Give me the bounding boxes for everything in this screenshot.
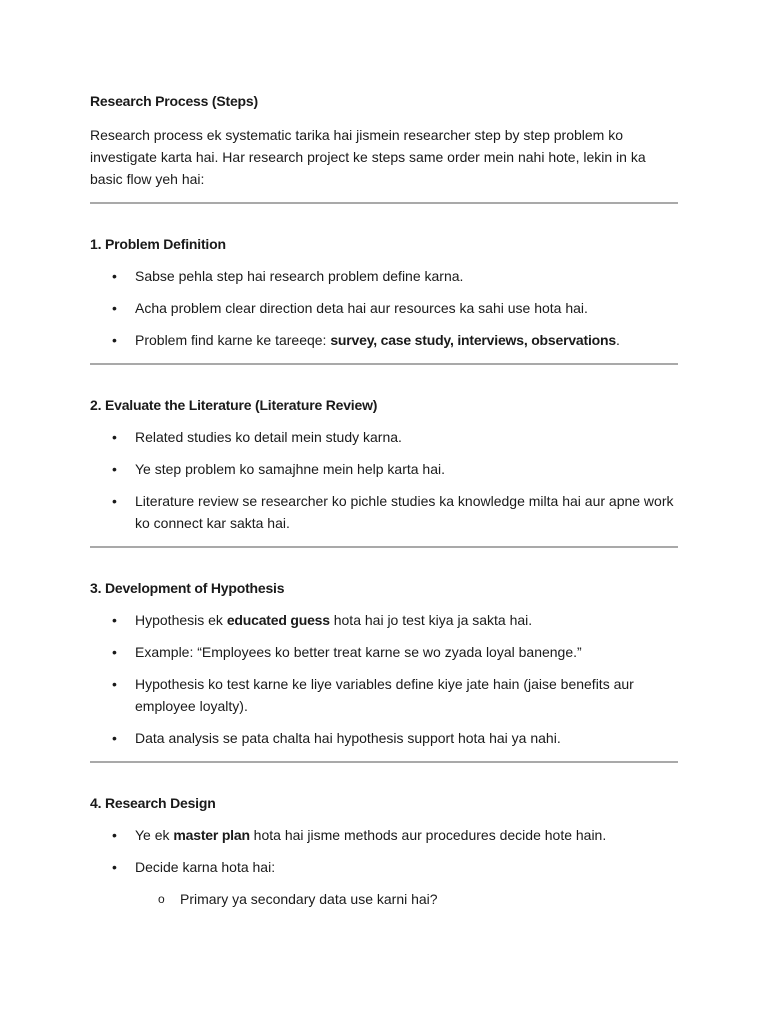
list-item: • Acha problem clear direction deta hai aur resources ka sahi use hota hai. (90, 297, 678, 319)
sub-list-item: o Primary ya secondary data use karni hai? (135, 888, 678, 910)
list-item: • Problem find karne ke tareeqe: survey, case study, interviews, observations. (90, 329, 678, 351)
divider (90, 363, 678, 365)
list-item: • Hypothesis ko test karne ke liye variables define kiye jate hain (jaise benefits aur employee loyalty). (90, 673, 678, 717)
bold-text: survey, case study, interviews, observations (330, 332, 616, 348)
bold-text: educated guess (226, 612, 330, 628)
circle-bullet-icon: o (158, 892, 165, 906)
bullet-icon: • (112, 461, 117, 477)
divider (90, 546, 678, 548)
bullet-icon: • (112, 332, 117, 348)
bold-text: master plan (173, 827, 250, 843)
section-heading-hypothesis: 3. Development of Hypothesis (90, 580, 285, 596)
list-item: • Decide karna hota hai: o Primary ya secondary data use karni hai? (90, 856, 678, 910)
bullet-icon: • (112, 268, 117, 284)
intro-paragraph: Research process ek systematic tarika hai jismein researcher step by step problem ko investigate karta hai. Har research project ke steps same order mein nahi hote, lekin in ka basic flow yeh hai: (90, 127, 646, 187)
list-item: • Hypothesis ek educated guess hota hai jo test kiya ja sakta hai. (90, 609, 678, 631)
section-4-list (90, 824, 678, 910)
section-heading-research-design: 4. Research Design (90, 795, 216, 811)
section-heading-literature-review: 2. Evaluate the Literature (Literature Review) (90, 397, 378, 413)
section-2-list (90, 426, 678, 534)
list-item: • Sabse pehla step hai research problem define karna. (90, 265, 678, 287)
list-item: • Ye step problem ko samajhne mein help karta hai. (90, 458, 678, 480)
section-heading-problem-definition: 1. Problem Definition (90, 236, 226, 252)
sub-list (135, 888, 678, 910)
section-1-list (90, 265, 678, 351)
bullet-icon: • (112, 644, 117, 660)
bullet-icon: • (112, 827, 117, 843)
divider (90, 202, 678, 204)
bullet-icon: • (112, 300, 117, 316)
list-item: • Ye ek master plan hota hai jisme methods aur procedures decide hote hain. (90, 824, 678, 846)
bullet-icon: • (112, 429, 117, 445)
bullet-icon: • (112, 859, 117, 875)
bullet-icon: • (112, 676, 117, 692)
bullet-icon: • (112, 730, 117, 746)
document-title: Research Process (Steps) (90, 93, 258, 109)
bullet-icon: • (112, 612, 117, 628)
list-item: • Example: “Employees ko better treat karne se wo zyada loyal banenge.” (90, 641, 678, 663)
document-content (90, 90, 678, 910)
list-item: • Related studies ko detail mein study karna. (90, 426, 678, 448)
list-item: • Literature review se researcher ko pichle studies ka knowledge milta hai aur apne work ko connect kar sakta hai. (90, 490, 678, 534)
list-item: • Data analysis se pata chalta hai hypothesis support hota hai ya nahi. (90, 727, 678, 749)
bullet-icon: • (112, 493, 117, 509)
divider (90, 761, 678, 763)
section-3-list (90, 609, 678, 749)
